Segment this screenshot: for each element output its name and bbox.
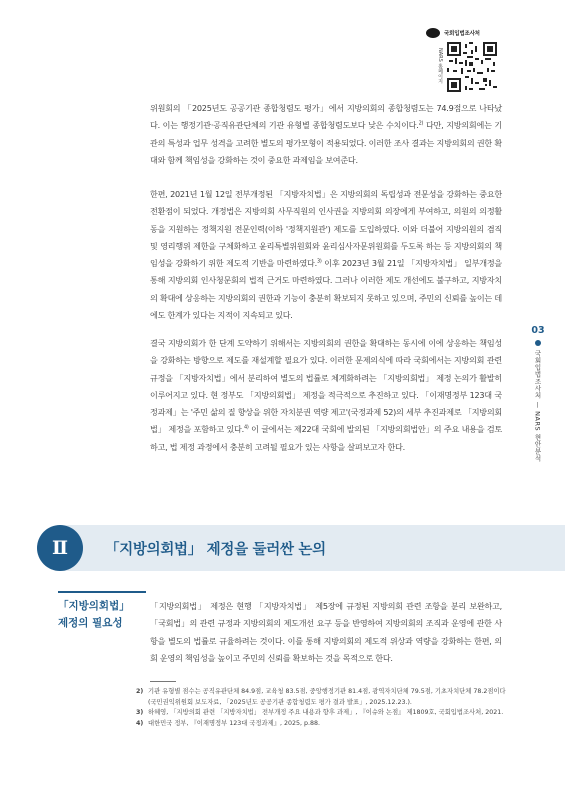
footnote-ref-4[interactable]: 4) <box>243 424 249 431</box>
qr-caption: NARS 홈페이지 <box>437 48 443 84</box>
p3-text-a: 결국 지방의회가 한 단계 도약하기 위해서는 지방의회의 권한을 확대하는 동시에 이에 상응하는 책임성을 강화하는 방향으로 제도를 재설계할 필요가 있다. 이러한 문제의식에 따라 국회에서는 지방의회 관련 규정을 「지방자치법」에서 분리하여 별도의 법률로 체계화하려는 「지방의회법」 제정 논의가 활발히 이루어지고 있다. 현 정부도 「지방의회법」 제정을 적극적으로 추진하고 있다. 「이재명정부 123대 국정과제」는 '주민 삶의 질 향상을 위한 자치분권 역량 제고'(국정과제 52)의 세부 추진과제로 「지방의회법」 제정을 포함하고 있다. <box>150 338 502 435</box>
footnote-item <box>136 719 506 730</box>
org-name: 국회입법조사처 <box>444 31 480 37</box>
side-tab-label: 국회입법조사처 — NARS 현안분석 <box>533 350 542 462</box>
chapter-number: 03 <box>531 325 545 336</box>
nars-emblem-icon <box>426 28 440 38</box>
footnote-ref-2[interactable]: 2) <box>418 120 424 127</box>
footnote-item <box>136 708 506 719</box>
footnote-number: 3) <box>136 709 144 716</box>
footnote-number: 2) <box>136 688 144 695</box>
subsection-text: 「지방의회법」 제정은 현행 「지방자치법」 제5장에 규정된 지방의회 관련 조항을 분리 보완하고, 「국회법」의 관련 규정과 지방의회의 제도개선 요구 등을 반영하여 지방의회의 조직과 운영에 관한 사항을 별도의 법률로 규율하려는 것이다. 이를 통해 지방의회의 제도적 위상과 역량을 강화하는 한편, 의회 운영의 책임성을 높이고 주민의 신뢰를 확보하는 것을 목적으로 한다. <box>150 601 502 663</box>
footnote-text: 하혜영, 「지방의회 관련 「지방자치법」 전부개정 주요 내용과 향후 과제」, 『이슈와 논점』 제1809호, 국회입법조사처, 2021. <box>148 709 504 716</box>
p1-text-b: 다만, 지방의회에는 기관의 특성과 업무 성격을 고려한 별도의 평가모형이 적용되었다. 이러한 조사 결과는 지방의회의 권한 확대와 함께 책임성을 강화하는 것이 중요한 과제임을 보여준다. <box>150 120 502 165</box>
side-dot-icon <box>535 340 541 346</box>
section-number-badge: Ⅱ <box>37 525 83 571</box>
footnotes <box>136 687 506 729</box>
section-title: 「지방의회법」 제정을 둘러싼 논의 <box>105 541 326 558</box>
footnote-ref-3[interactable]: 3) <box>316 258 322 265</box>
section-header <box>60 525 565 571</box>
subsection-title <box>58 598 148 632</box>
p3-text-b: 이 글에서는 제22대 국회에 발의된 「지방의회법안」의 주요 내용을 검토하고, 법 제정 과정에서 충분히 고려될 필요가 있는 사항을 살펴보고자 한다. <box>150 424 502 452</box>
body-paragraph-2 <box>150 186 502 324</box>
subsection-rule <box>58 591 146 593</box>
subsection-title-line-1: 「지방의회법」 <box>58 600 130 612</box>
footnote-divider <box>150 681 176 682</box>
body-paragraph-3 <box>150 335 502 456</box>
p2-text-b: 이후 2023년 3월 21일 「지방자치법」 일부개정을 통해 지방의회 인사청문회의 법적 근거도 마련하였다. 그러나 이러한 제도 개선에도 불구하고, 지방자치의 확대에 상응하는 지방의회의 권한과 기능이 충분히 확보되지 못하고 있으며, 주민의 신뢰를 높이는 데에도 한계가 있다는 지적이 지속되고 있다. <box>150 258 502 321</box>
p1-text-a: 위원회의 「2025년도 공공기관 종합청렴도 평가」에서 지방의회의 종합청렴도는 74.9점으로 나타났다. 이는 행정기관·공직유관단체의 기관 유형별 종합청렴도보다 낮은 수치이다. <box>150 103 502 131</box>
footnote-text: 대한민국 정부, 『이재명정부 123대 국정과제』, 2025, p.88. <box>148 719 320 727</box>
subsection-paragraph <box>150 598 502 667</box>
footnote-number: 4) <box>136 719 144 727</box>
qr-code-icon[interactable] <box>447 42 497 92</box>
subsection-title-line-2: 제정의 필요성 <box>58 617 123 629</box>
body-paragraph-1 <box>150 100 502 169</box>
p2-text-a: 한편, 2021년 1월 12일 전부개정된 「지방자치법」은 지방의회의 독립성과 전문성을 강화하는 중요한 전환점이 되었다. 개정법은 지방의회 사무직원의 인사권을 지방의회 의장에게 부여하고, 의원의 의정활동을 지원하는 정책지원 전문인력(이하 '정책지원관') 제도를 도입하였다. 이와 더불어 지방의원의 겸직 및 영리행위 제한을 구체화하고 윤리특별위원회와 윤리심사자문위원회를 두도록 하는 등 지방의회의 책임성을 강화하기 위한 제도적 기반을 마련하였다. <box>150 189 502 269</box>
footnote-item <box>136 687 506 708</box>
footnote-text: 기관 유형별 점수는 공직유관단체 84.9점, 교육청 83.5점, 중앙행정기관 81.4점, 광역자치단체 79.5점, 기초자치단체 78.2점이다(국민권익위원회 보도자료, 「2025년도 공공기관 종합청렴도 평가 결과 발표」, 2025.12.23.). <box>148 688 506 706</box>
side-tab <box>528 325 548 462</box>
